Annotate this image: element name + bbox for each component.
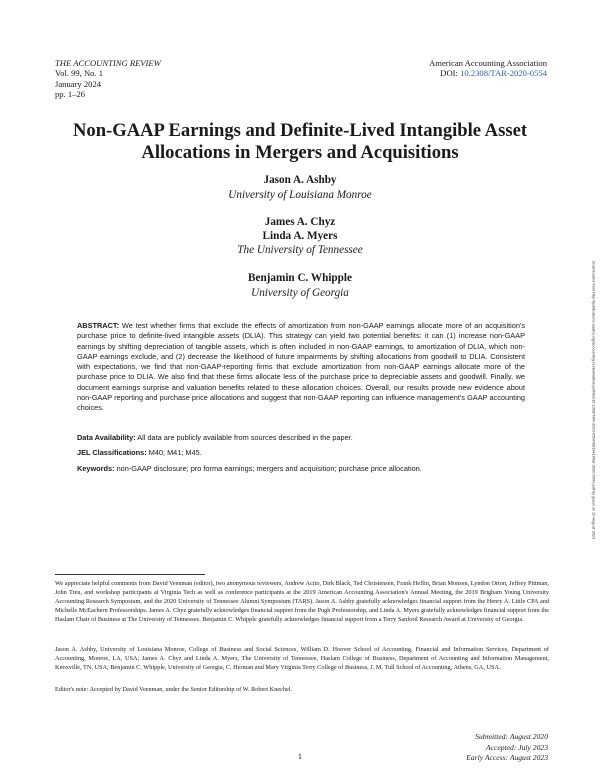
author-affiliation: The University of Tennessee — [237, 244, 363, 256]
footnote-rule — [55, 574, 205, 575]
data-availability-text: All data are publicly available from sources described in the paper. — [135, 433, 353, 442]
submitted-date: Submitted: August 2020 — [475, 732, 548, 741]
keywords — [77, 464, 525, 474]
page-range: pp. 1–26 — [55, 88, 86, 99]
doi-line — [429, 68, 547, 78]
acknowledgments-footnote — [55, 580, 549, 625]
addresses-footnote — [55, 646, 549, 673]
title-line-1: Non-GAAP Earnings and Definite-Lived Intangible Asset — [72, 120, 528, 141]
data-availability-label: Data Availability: — [77, 433, 136, 442]
jel-classifications — [77, 448, 525, 458]
early-access-date: Early Access: August 2023 — [466, 753, 548, 762]
submission-dates — [466, 732, 548, 764]
author-name: Jason A. Ashby — [263, 174, 337, 186]
author-group-3 — [100, 272, 500, 300]
editor-note-text: Editor's note: Accepted by David Veenman, under the Senior Editorship of W. Robert Knechel. — [55, 686, 293, 693]
issue-date: January 2024 — [55, 78, 102, 89]
author-group-2 — [100, 216, 500, 257]
abstract-label: ABSTRACT: — [77, 321, 120, 330]
volume-issue: Vol. 99, No. 1 — [55, 68, 104, 79]
author-affiliation: University of Georgia — [251, 286, 349, 299]
author-name: Linda A. Myers — [262, 229, 338, 242]
keywords-label: Keywords: — [77, 464, 115, 473]
author-name: Benjamin C. Whipple — [248, 272, 352, 284]
accepted-date: Accepted: July 2023 — [486, 742, 548, 752]
editor-note — [55, 686, 549, 695]
jel-label: JEL Classifications: — [77, 448, 147, 457]
doi-link[interactable]: 10.2308/TAR-2020-0554 — [460, 68, 547, 79]
journal-header-left — [55, 58, 161, 99]
journal-name: THE ACCOUNTING REVIEW — [55, 58, 161, 68]
author-affiliation: University of Louisiana Monroe — [228, 188, 372, 201]
author-name: James A. Chyz — [264, 216, 336, 228]
title-line-2: Allocations in Mergers and Acquisitions — [141, 142, 459, 163]
addresses-text: Jason A. Ashby, University of Louisiana Monroe, College of Business and Social Sciences, William D. Hoover School of Accounting, Financial and Information Services, Department of Accounting, Monroe, LA, USA; James A. Chyz and Linda A. Myers, The University of Tennessee, Haslam College of Business, Department of Accounting and Information Management, Knoxville, TN, USA; Benjamin C. Whipple, University of Georgia, C. Herman and Mary Virginia Terry College of Business, J. M. Tull School of Accounting, Athens, GA, USA. — [55, 646, 549, 671]
acknowledgments-text: We appreciate helpful comments from David Veenman (editor), two anonymous reviewers, Andrew Acito, Dirk Black, Ted Christensen, Frank Heflin, Brian Monsen, Lyndon Orton, Jeffrey Pittman, John Treu, and workshop participants at Virginia Tech as well as conference participants at the 2019 American Accounting Association's Annual Meeting, the 2019 Brigham Young University Accounting Research Symposium, and the 2020 University of Tennessee Alumni Symposium (TARS). Jason A. Ashby gratefully acknowledges financial support from the Henry A. Little CPA and Michelle McEachern Professorships. James A. Chyz gratefully acknowledges financial support from the Pugh Professorship, and Linda A. Myers gratefully acknowledges financial support from the Haslam Chair of Business at The University of Tennessee. Benjamin C. Whipple gratefully acknowledges financial support from a Terry Sanford Research Award at University of Georgia. — [55, 580, 549, 623]
doi-label: DOI: — [440, 68, 461, 79]
data-availability — [77, 433, 525, 443]
author-group-1 — [100, 174, 500, 202]
abstract-text: We test whether firms that exclude the effects of amortization from non-GAAP earnings allocate more of an acquisition's purchase price to definite-lived intangible assets (DLIA). This strategy can yield two potential benefits: it can (1) increase non-GAAP earnings by shifting depreciation of tangible assets, which is often included in non-GAAP earnings, to amortization of DLIA, which non-GAAP earnings exclude, and (2) decrease the likelihood of future impairments by shifting allocations from goodwill to DLIA. Consistent with expectations, we find that non-GAAP-reporting firms that exclude amortization from non-GAAP earnings allocate more of the purchase price to DLIA. We also find that these firms allocate less of the purchase price to depreciable assets and goodwill. Finally, we document earnings surprise and valuation benefits related to these allocation choices. Overall, our results provide new evidence about non-GAAP reporting and purchase price allocations and suggest that non-GAAP reporting can influence management's GAAP accounting choices. — [77, 321, 525, 413]
page-number: 1 — [297, 751, 303, 761]
paper-title — [40, 120, 560, 164]
publisher: American Accounting Association — [429, 58, 547, 68]
abstract — [77, 321, 525, 414]
jel-text: M40; M41; M45. — [146, 448, 202, 457]
download-watermark: Downloaded from http://publications.aaahq.org/accounting-review/article-pdf/doi/10.2308/TAR-2020-0554/8919419/tar-2020-0554.pdf by guest on 20 August 2023 — [591, 260, 597, 540]
keywords-text: non-GAAP disclosure; pro forma earnings; mergers and acquisition; purchase price allocation. — [114, 464, 422, 473]
journal-header-right — [429, 58, 547, 79]
